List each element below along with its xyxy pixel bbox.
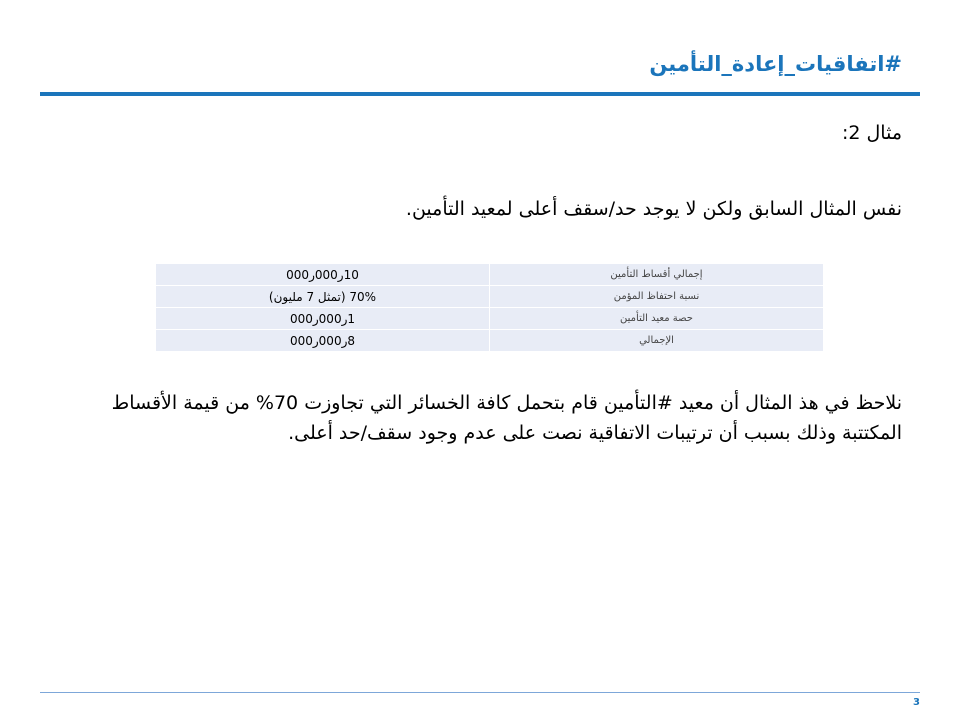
intro-text: نفس المثال السابق ولكن لا يوجد حد/سقف أعلى لمعيد التأمين. (405, 198, 902, 220)
row-label: حصة معيد التأمين (490, 308, 824, 330)
page-number: 3 (913, 697, 920, 708)
table-row (156, 264, 824, 286)
row-value: 1ر000ر000 (156, 308, 490, 330)
table-row (156, 308, 824, 330)
slide-title: #اتفاقيات_إعادة_التأمين (649, 52, 902, 76)
row-value: 10ر000ر000 (156, 264, 490, 286)
note-paragraph: نلاحظ في هذ المثال أن معيد #التأمين قام بتحمل كافة الخسائر التي تجاوزت 70% من قيمة الأقساط المكتتبة وذلك بسبب أن ترتيبات الاتفاقية نصت على عدم وجود سقف/حد أعلى. (111, 392, 902, 444)
title-divider (40, 92, 920, 96)
example-heading: مثال 2: (841, 122, 902, 144)
row-label: نسبة احتفاظ المؤمن (490, 286, 824, 308)
table-row (156, 330, 824, 352)
row-value: 70% (تمثل 7 مليون) (156, 286, 490, 308)
row-label: إجمالي أقساط التأمين (490, 264, 824, 286)
table-row (156, 286, 824, 308)
row-label: الإجمالي (490, 330, 824, 352)
row-value: 8ر000ر000 (156, 330, 490, 352)
footer-divider (40, 692, 920, 693)
reinsurance-table (155, 263, 824, 352)
